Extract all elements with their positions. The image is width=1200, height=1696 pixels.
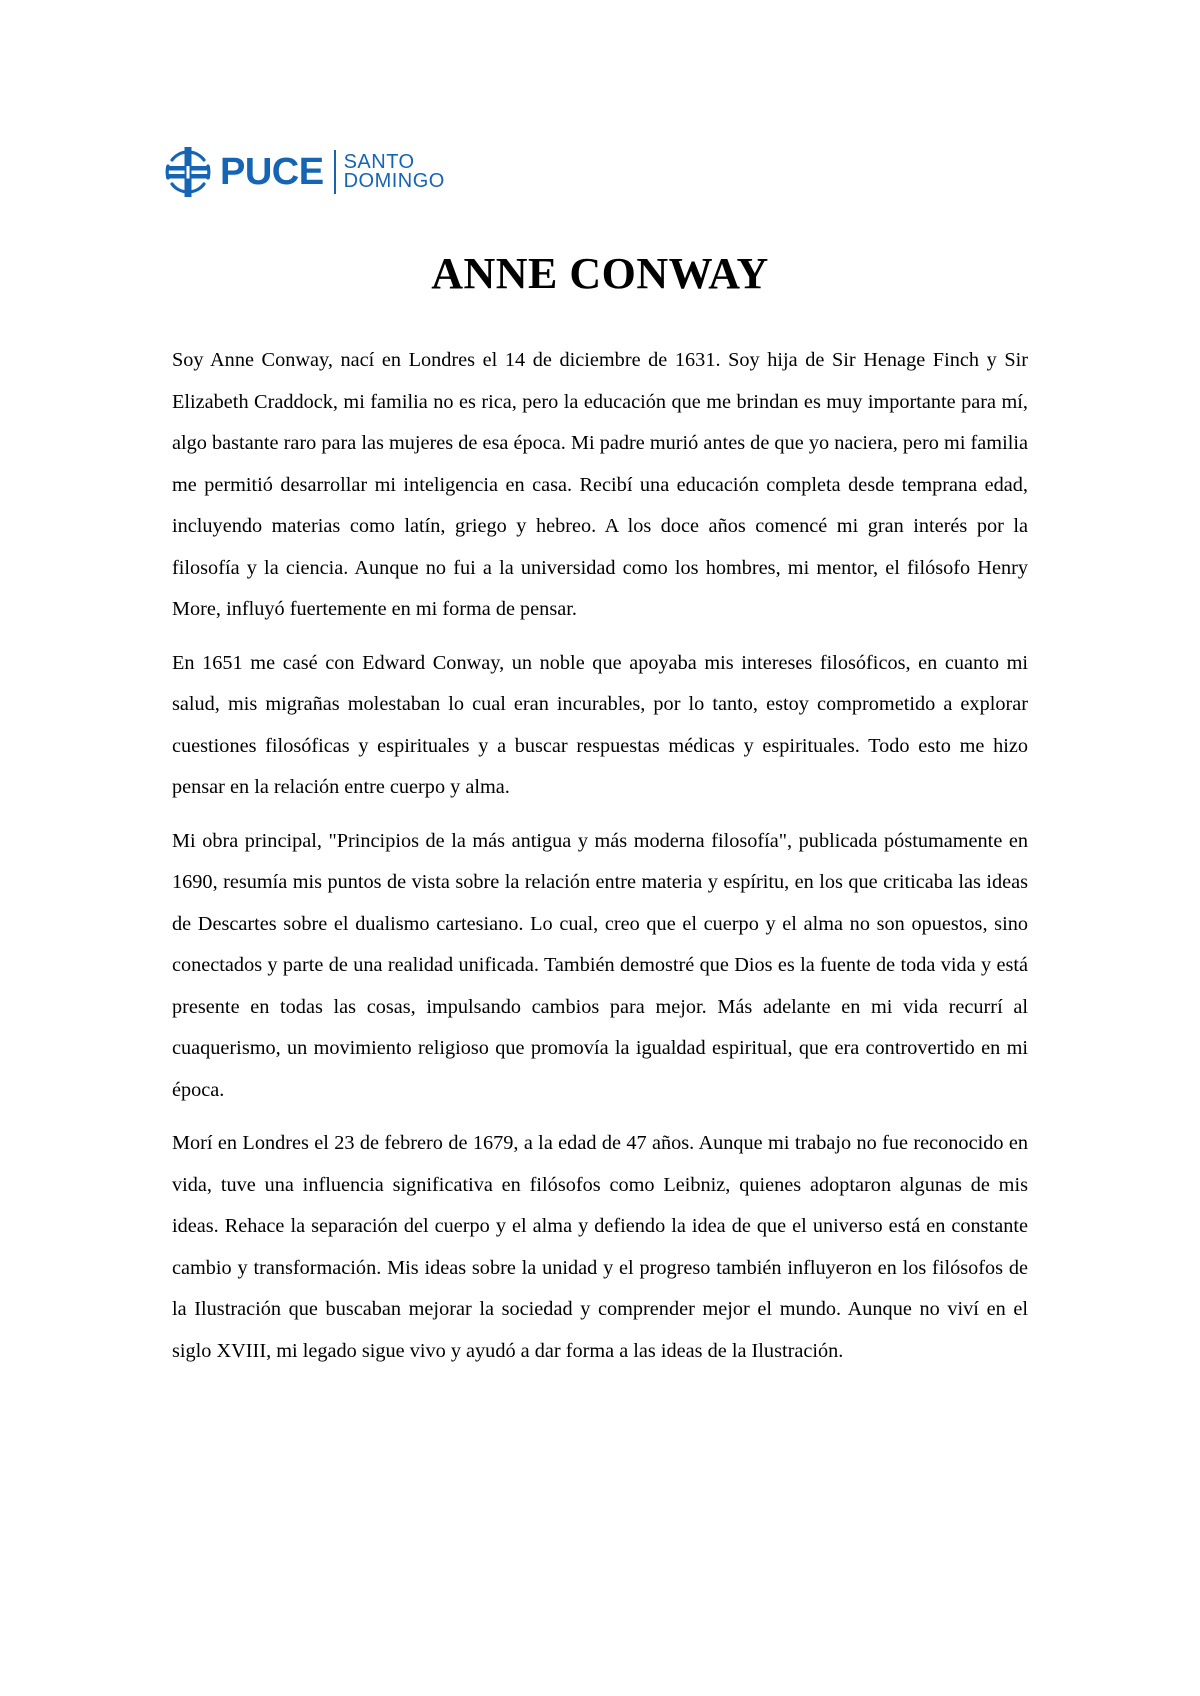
logo-campus-line1: SANTO (343, 151, 415, 173)
paragraph-4: Morí en Londres el 23 de febrero de 1679, a la edad de 47 años. Aunque mi trabajo no fue reconocido en vida, tuve una influencia significativa en filósofos como Leibniz, quienes adoptaron algunas de mis ideas. Rehace la separación del cuerpo y el alma y defiendo la idea de que el universo está en constante cambio y transformación. Mis ideas sobre la unidad y el progreso también influyeron en los filósofos de la Ilustración que buscaban mejorar la sociedad y comprender mejor el mundo. Aunque no viví en el siglo XVIII, mi legado sigue vivo y ayudó a dar forma a las ideas de la Ilustración. (172, 1132, 1028, 1362)
puce-cross-globe-icon (160, 144, 216, 200)
document-body (172, 340, 1028, 1384)
puce-logo (160, 140, 445, 204)
logo-campus-line2: DOMINGO (343, 170, 445, 192)
paragraph-2: En 1651 me casé con Edward Conway, un noble que apoyaba mis intereses filosóficos, en cuanto mi salud, mis migrañas molestaban lo cual eran incurables, por lo tanto, estoy comprometido a explorar cuestiones filosóficas y espirituales y a buscar respuestas médicas y espirituales. Todo esto me hizo pensar en la relación entre cuerpo y alma. (172, 651, 1028, 798)
logo-divider (334, 150, 336, 194)
logo-wordmark: PUCE (220, 151, 324, 193)
paragraph-1: Soy Anne Conway, nací en Londres el 14 de diciembre de 1631. Soy hija de Sir Henage Finch y Sir Elizabeth Craddock, mi familia no es rica, pero la educación que me brindan es muy importante para mí, algo bastante raro para las mujeres de esa época. Mi padre murió antes de que yo naciera, pero mi familia me permitió desarrollar mi inteligencia en casa. Recibí una educación completa desde temprana edad, incluyendo materias como latín, griego y hebreo. A los doce años comencé mi gran interés por la filosofía y la ciencia. Aunque no fui a la universidad como los hombres, mi mentor, el filósofo Henry More, influyó fuertemente en mi forma de pensar. (172, 349, 1028, 620)
logo-campus (344, 153, 445, 191)
paragraph-3: Mi obra principal, "Principios de la más antigua y más moderna filosofía", publicada póstumamente en 1690, resumía mis puntos de vista sobre la relación entre materia y espíritu, en los que criticaba las ideas de Descartes sobre el dualismo cartesiano. Lo cual, creo que el cuerpo y el alma no son opuestos, sino conectados y parte de una realidad unificada. También demostré que Dios es la fuente de toda vida y está presente en todas las cosas, impulsando cambios para mejor. Más adelante en mi vida recurrí al cuaquerismo, un movimiento religioso que promovía la igualdad espiritual, que era controvertido en mi época. (172, 829, 1028, 1101)
document-title: ANNE CONWAY (431, 249, 769, 298)
